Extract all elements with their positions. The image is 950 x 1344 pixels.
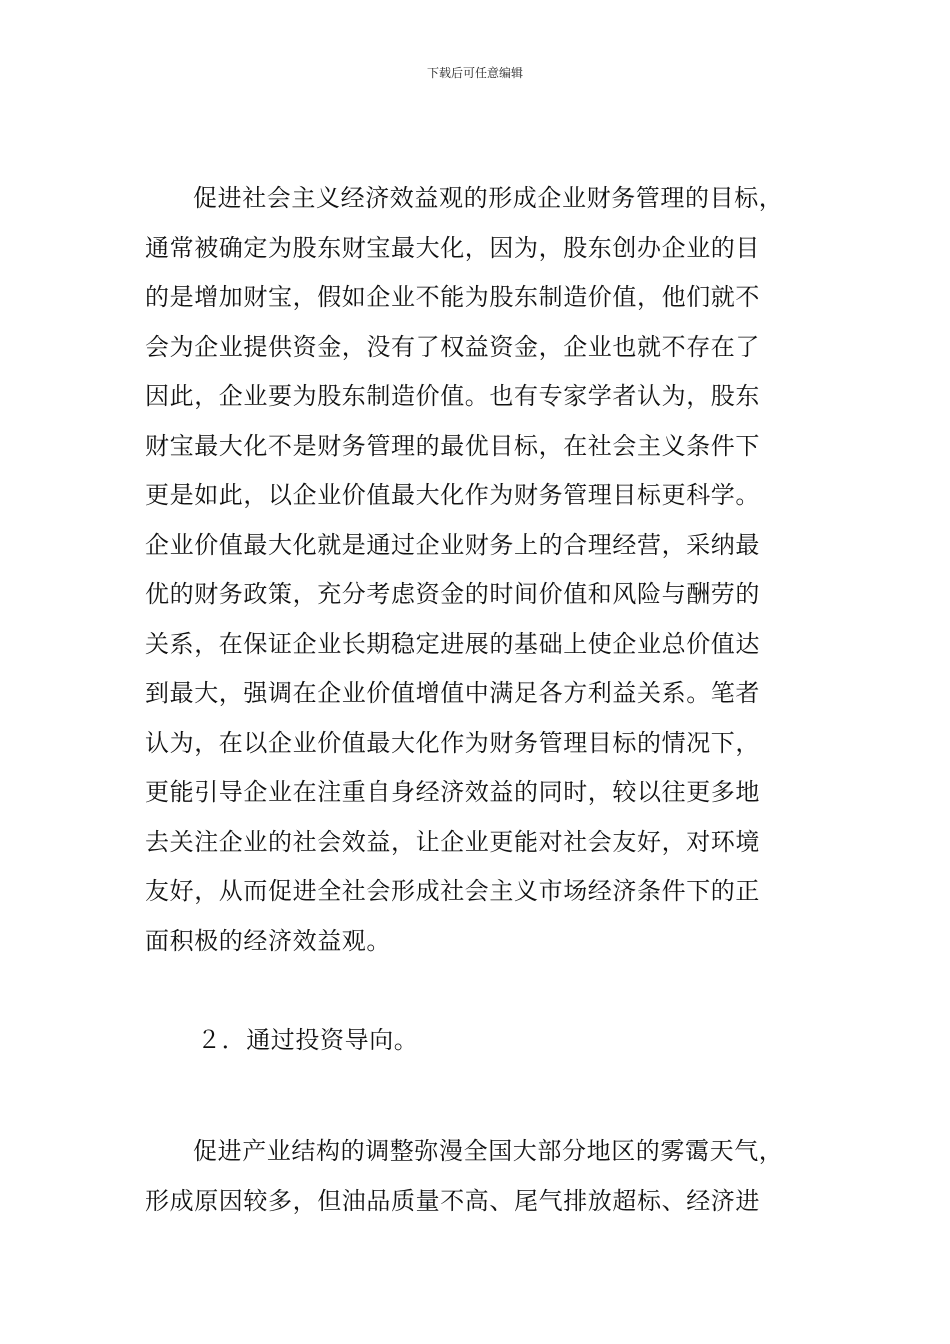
section-heading [145, 1016, 830, 1066]
paragraph-line: 促进产业结构的调整弥漫全国大部分地区的雾霭天气， [193, 1137, 784, 1165]
paragraph-line: 到最大，强调在企业价值增值中满足各方利益关系。笔者 [145, 679, 760, 707]
page-header-note: 下载后可任意编辑 [426, 66, 523, 80]
paragraph-line: 更是如此，以企业价值最大化作为财务管理目标更科学。 [145, 481, 760, 509]
paragraph-line: 形成原因较多，但油品质量不高、尾气排放超标、经济进 [145, 1186, 760, 1215]
paragraph-line: 财宝最大化不是财务管理的最优目标，在社会主义条件下 [145, 431, 760, 460]
paragraph-line: 因此，企业要为股东制造价值。也有专家学者认为，股东 [145, 382, 760, 410]
paragraph-line: 去关注企业的社会效益，让企业更能对社会友好，对环境 [145, 827, 760, 856]
paragraph-line: 通常被确定为股东财宝最大化，因为，股东创办企业的目 [145, 233, 760, 262]
paragraph-line: 促进社会主义经济效益观的形成企业财务管理的目标， [193, 184, 784, 212]
paragraph-1 [145, 174, 830, 966]
paragraph-line: 友好，从而促进全社会形成社会主义市场经济条件下的正 [145, 877, 760, 905]
paragraph-line: 认为，在以企业价值最大化作为财务管理目标的情况下， [145, 728, 760, 757]
section-heading-text: ２．通过投资导向。 [197, 1026, 419, 1054]
paragraph-line: 优的财务政策，充分考虑资金的时间价值和风险与酬劳的 [145, 580, 760, 608]
paragraph-3 [145, 1127, 830, 1226]
paragraph-line: 的是增加财宝，假如企业不能为股东制造价值，他们就不 [145, 283, 760, 311]
paragraph-line: 关系，在保证企业长期稳定进展的基础上使企业总价值达 [145, 629, 760, 658]
paragraph-line: 会为企业提供资金，没有了权益资金，企业也就不存在了 [145, 332, 760, 361]
paragraph-line: 更能引导企业在注重自身经济效益的同时，较以往更多地 [145, 778, 760, 806]
paragraph-line: 面积极的经济效益观。 [145, 926, 391, 955]
paragraph-line: 企业价值最大化就是通过企业财务上的合理经营，采纳最 [145, 530, 760, 559]
